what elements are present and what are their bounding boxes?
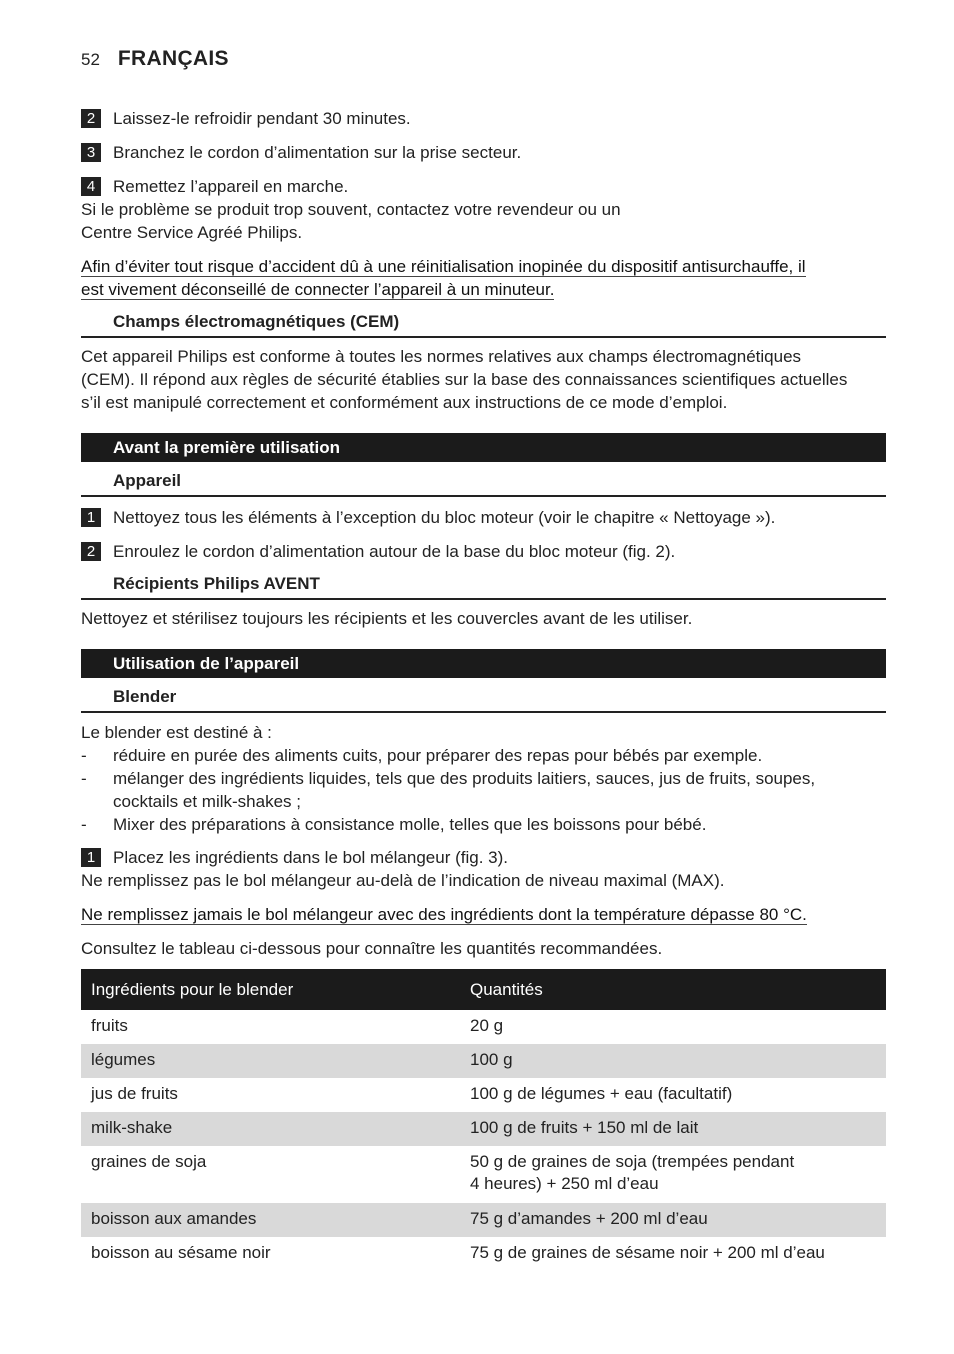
ingredient-cell: fruits bbox=[91, 1016, 128, 1035]
table-row bbox=[81, 1146, 886, 1203]
step-number-badge: 1 bbox=[81, 508, 101, 527]
ingredient-cell: graines de soja bbox=[91, 1152, 207, 1171]
list-intro: Le blender est destiné à : bbox=[81, 723, 272, 742]
warning-line: Ne remplissez jamais le bol mélangeur avec des ingrédients dont la température dépasse 80 °C. bbox=[81, 905, 807, 924]
table-row bbox=[81, 1237, 886, 1271]
section-subheading: Champs électromagnétiques (CEM) bbox=[81, 311, 886, 338]
note-line: Centre Service Agréé Philips. bbox=[81, 223, 303, 242]
ingredient-cell: jus de fruits bbox=[91, 1084, 178, 1103]
step-text: Remettez l’appareil en marche. bbox=[113, 177, 349, 196]
note-paragraph bbox=[81, 198, 886, 244]
step-note: Ne remplissez pas le bol mélangeur au-delà de l’indication de niveau maximal (MAX). bbox=[81, 871, 725, 890]
table-header-row bbox=[81, 969, 886, 1010]
quantity-cell: 75 g de graines de sésame noir + 200 ml d’eau bbox=[470, 1243, 825, 1262]
table-row bbox=[81, 1112, 886, 1146]
column-header: Ingrédients pour le blender bbox=[81, 969, 460, 1010]
quantities-table bbox=[81, 969, 886, 1271]
step-text: Enroulez le cordon d’alimentation autour de la base du bloc moteur (fig. 2). bbox=[113, 542, 676, 561]
ingredient-cell: milk-shake bbox=[81, 1112, 460, 1146]
step-item bbox=[81, 540, 886, 563]
quantity-cell: 20 g bbox=[470, 1016, 504, 1035]
step-item bbox=[81, 107, 886, 130]
step-text: Branchez le cordon d’alimentation sur la prise secteur. bbox=[113, 143, 522, 162]
list-item: - réduire en purée des aliments cuits, pour préparer des repas pour bébés par exemple. bbox=[81, 746, 763, 765]
warning-line: est vivement déconseillé de connecter l’appareil à un minuteur. bbox=[81, 280, 555, 299]
quantity-cell: 50 g de graines de soja (trempées pendant 4 heures) + 250 ml d’eau bbox=[470, 1152, 795, 1193]
warning-line: Afin d’éviter tout risque d’accident dû à une réinitialisation inopinée du dispositif antisurchauffe, il bbox=[81, 257, 806, 276]
quantity-cell: 75 g d’amandes + 200 ml d’eau bbox=[460, 1203, 886, 1237]
quantity-cell: 100 g de légumes + eau (facultatif) bbox=[470, 1084, 733, 1103]
quantity-cell: 100 g de fruits + 150 ml de lait bbox=[460, 1112, 886, 1146]
ingredient-cell: boisson au sésame noir bbox=[91, 1243, 271, 1262]
quantity-cell: 100 g bbox=[460, 1044, 886, 1078]
emf-paragraph: Cet appareil Philips est conforme à toutes les normes relatives aux champs électromagnétiques (CEM). Il répond aux règles de sécurité établies sur la base des connaissances scientifiques actuelles s’il est manipulé correctement et conformément aux instructions de ce mode d’emploi. bbox=[81, 347, 848, 412]
ingredient-cell: boisson aux amandes bbox=[81, 1203, 460, 1237]
warning-paragraph bbox=[81, 255, 886, 301]
step-item bbox=[81, 141, 886, 164]
step-number-badge: 1 bbox=[81, 848, 101, 867]
step-number-badge: 3 bbox=[81, 143, 101, 162]
list-item: - Mixer des préparations à consistance molle, telles que les boissons pour bébé. bbox=[81, 815, 707, 834]
column-header: Quantités bbox=[460, 969, 886, 1010]
language-heading: FRANÇAIS bbox=[117, 47, 229, 70]
step-number-badge: 2 bbox=[81, 109, 101, 128]
step-item bbox=[81, 846, 886, 869]
section-subheading: Récipients Philips AVENT bbox=[81, 573, 886, 600]
page-header bbox=[81, 47, 229, 71]
section-subheading: Blender bbox=[81, 686, 886, 713]
note-line: Si le problème se produit trop souvent, contactez votre revendeur ou un bbox=[81, 200, 621, 219]
step-number-badge: 2 bbox=[81, 542, 101, 561]
ingredient-cell: légumes bbox=[81, 1044, 460, 1078]
step-text: Laissez-le refroidir pendant 30 minutes. bbox=[113, 109, 411, 128]
list-item: - mélanger des ingrédients liquides, tels que des produits laitiers, sauces, jus de fruits, soupes, cocktails et milk-shakes ; bbox=[81, 769, 816, 811]
step-item bbox=[81, 175, 886, 198]
page-number: 52 bbox=[81, 50, 100, 69]
avent-paragraph: Nettoyez et stérilisez toujours les récipients et les couvercles avant de les utiliser. bbox=[81, 609, 693, 628]
step-text: Nettoyez tous les éléments à l’exception du bloc moteur (voir le chapitre « Nettoyage »). bbox=[113, 508, 776, 527]
table-row bbox=[81, 1010, 886, 1044]
table-row bbox=[81, 1203, 886, 1237]
warning-paragraph bbox=[81, 903, 886, 926]
step-text: Placez les ingrédients dans le bol mélangeur (fig. 3). bbox=[113, 848, 508, 867]
table-intro: Consultez le tableau ci-dessous pour connaître les quantités recommandées. bbox=[81, 939, 663, 958]
table-row bbox=[81, 1078, 886, 1112]
step-number-badge: 4 bbox=[81, 177, 101, 196]
blender-use-list bbox=[81, 721, 886, 836]
section-subheading: Appareil bbox=[81, 470, 886, 497]
table-row bbox=[81, 1044, 886, 1078]
section-heading-bar: Avant la première utilisation bbox=[81, 433, 886, 462]
step-item bbox=[81, 506, 886, 529]
section-heading-bar: Utilisation de l’appareil bbox=[81, 649, 886, 678]
